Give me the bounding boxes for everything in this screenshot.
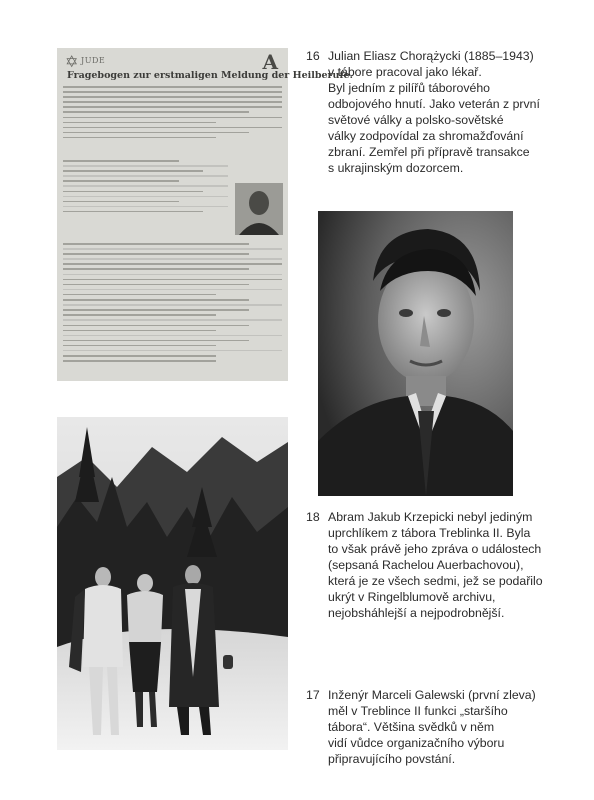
- caption-line: zbraní. Zemřel při přípravě transakce: [328, 145, 530, 159]
- caption-16: [306, 48, 546, 175]
- caption-line: měl v Treblince II funkci „staršího: [328, 704, 508, 718]
- caption-line: připravujícího povstání.: [328, 752, 456, 766]
- applicant-photo: [235, 183, 283, 235]
- caption-line: vidí vůdce organizačního výboru: [328, 736, 505, 750]
- caption-number: 17: [306, 688, 320, 702]
- mountain-group-photo: [57, 417, 288, 750]
- caption-line: světové války a polsko-sovětské: [328, 113, 504, 127]
- caption-line: tábora“. Většina svědků v něm: [328, 720, 495, 734]
- star-of-david-icon: ✡: [65, 52, 79, 71]
- caption-line: (sepsaná Rachelou Auerbachovou),: [328, 558, 524, 572]
- caption-text: [328, 687, 536, 767]
- caption-line: nejobsháhlejší a nejpodrobnější.: [328, 606, 505, 620]
- caption-line: ukrýt v Ringelblumově archivu,: [328, 590, 496, 604]
- document-fields-top: [63, 160, 228, 216]
- caption-line: Inženýr Marceli Galewski (první zleva): [328, 688, 536, 702]
- document-paragraph: [63, 86, 282, 142]
- caption-text: [328, 48, 540, 176]
- corner-letter: A: [262, 50, 278, 74]
- caption-line: Julian Eliasz Chorążycki (1885–1943): [328, 49, 534, 63]
- caption-line: v tábore pracoval jako lékař.: [328, 65, 482, 79]
- caption-line: uprchlíkem z tábora Treblinka II. Byla: [328, 526, 531, 540]
- caption-18: [306, 509, 566, 620]
- portrait-photo: [318, 211, 513, 496]
- caption-text: [328, 509, 543, 621]
- caption-line: která je ze všech sedmi, jež se podařilo: [328, 574, 543, 588]
- caption-line: odbojového hnutí. Jako veterán z první: [328, 97, 540, 111]
- caption-line: války zodpovídal za shromažďování: [328, 129, 524, 143]
- caption-line: Byl jedním z pilířů táborového: [328, 81, 490, 95]
- caption-number: 16: [306, 49, 320, 63]
- document-title: Fragebogen zur erstmaligen Meldung der Heilberufe.: [67, 70, 353, 81]
- caption-number: 18: [306, 510, 320, 524]
- document-fields-bottom: [63, 243, 282, 365]
- caption-line: Abram Jakub Krzepicki nebyl jediným: [328, 510, 533, 524]
- caption-line: to však právě jeho zpráva o událostech: [328, 542, 542, 556]
- jude-stamp: JUDE: [81, 56, 106, 65]
- caption-17: [306, 687, 546, 772]
- caption-line: s ukrajinským dozorcem.: [328, 161, 464, 175]
